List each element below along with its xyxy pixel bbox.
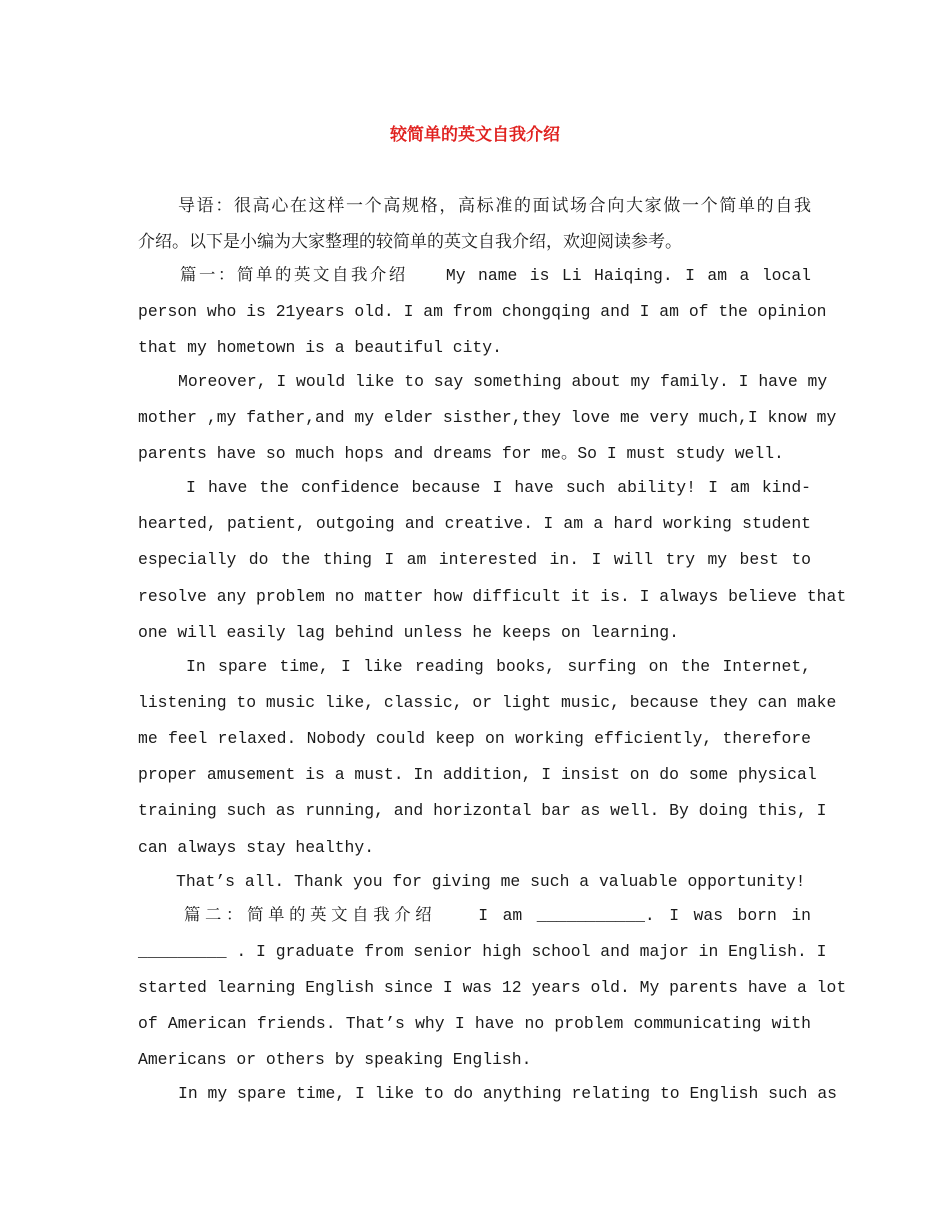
text-line: In my spare time, I like to do anything relating to English such as [178,1084,838,1103]
text-line: _________ . I graduate from senior high school and major in English. I [138,942,827,961]
text-line: started learning English since I was 12 years old. My parents have a lot [138,978,847,997]
text-line: of American friends. That’s why I have no problem communicating with [138,1014,811,1033]
text-line: 篇二：简单的英文自我介绍 I am ___________. I was born in [184,906,811,925]
text-line: In spare time, I like reading books, surfing on the Internet, [186,657,811,676]
text-line: 介绍。以下是小编为大家整理的较简单的英文自我介绍，欢迎阅读参考。 [138,232,682,252]
text-line: I have the confidence because I have such ability! I am kind- [186,478,811,497]
text-line: can always stay healthy. [138,838,375,857]
text-line: 篇一：简单的英文自我介绍 My name is Li Haiqing. I am a local [180,266,811,285]
text-line: especially do the thing I am interested in. I will try my best to [138,550,811,569]
text-line: person who is 21years old. I am from chongqing and I am of the opinion [138,302,827,321]
text-line: hearted, patient, outgoing and creative. I am a hard working student [138,514,811,533]
text-line: mother ,my father,and my elder sisther,they love me very much,I know my [138,408,837,427]
document-title: 较简单的英文自我介绍 [390,125,560,145]
text-line: proper amusement is a must. In addition, I insist on do some physical [138,765,817,784]
text-line: parents have so much hops and dreams for me。So I must study well. [138,444,784,463]
text-line: 导语：很高心在这样一个高规格，高标准的面试场合向大家做一个简单的自我 [178,196,811,216]
text-line: Americans or others by speaking English. [138,1050,532,1069]
text-line: Moreover, I would like to say something about my family. I have my [178,372,828,391]
text-line: me feel relaxed. Nobody could keep on working efficiently, therefore [138,729,811,748]
text-line: one will easily lag behind unless he keeps on learning. [138,623,679,642]
text-line: training such as running, and horizontal bar as well. By doing this, I [138,801,827,820]
text-line: that my hometown is a beautiful city. [138,338,502,357]
text-line: That’s all. Thank you for giving me such a valuable opportunity! [176,872,806,891]
text-line: listening to music like, classic, or light music, because they can make [138,693,837,712]
text-line: resolve any problem no matter how difficult it is. I always believe that [138,587,847,606]
